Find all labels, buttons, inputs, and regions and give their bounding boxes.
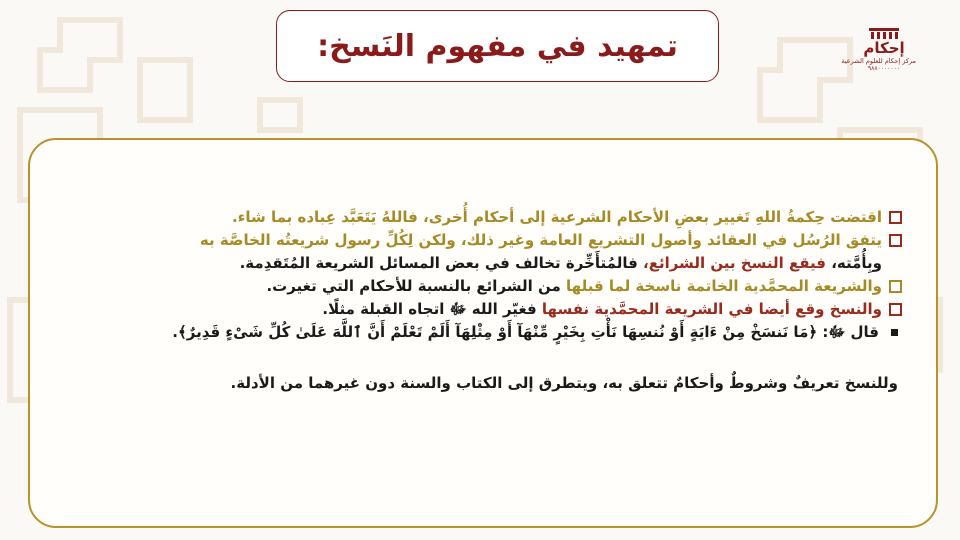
line-4-text (52, 298, 882, 321)
list-item (52, 275, 902, 298)
content-box (28, 138, 938, 528)
checkbox-bullet-icon (889, 303, 902, 316)
logo-name: إحكام (863, 39, 905, 57)
line-3-part-2: من الشرائع بالنسبة للأحكام التي تغيرت. (266, 277, 561, 295)
line-2-part-2: وبِأُمَّته، (825, 254, 882, 272)
logo-book-icon (867, 26, 901, 40)
line-5-text: قال ﷻ: ﴿مَا نَنسَخْ مِنْ ءَايَةٍ أَوْ نُنسِهَا نَأْتِ بِخَيْرٍ مِّنْهَآ أَوْ مِثْلِهَآ أَلَمْ تَعْلَمْ أَنَّ ٱللَّهَ عَلَىٰ كُلِّ شَىْءٍ قَدِيرٌ﴾. (172, 323, 879, 341)
logo-subtitle: مركز إحكام للعلوم الشرعية (841, 57, 916, 65)
line-3-text (52, 275, 882, 298)
line-3-part-1: والشريعة المحمَّدية الخاتمة ناسخة لما قبلها (560, 277, 882, 295)
list-item (52, 321, 902, 344)
line-2-part-4: فالمُتأَخِّرة تخالف في بعض المسائل الشريعة المُتَقدِمة. (239, 254, 638, 272)
line-1-text: اقتضت حِكمةُ اللهِ تَغيير بعضِ الأحكام الشرعية إلى أحكام أُخرى، فاللهُ يَتَعَبَّد عِباده بما شاء. (231, 208, 882, 226)
title-box (276, 10, 719, 82)
list-item (52, 206, 902, 229)
list-item (52, 298, 902, 321)
line-2-part-3: فيقع النسخ بين الشرائع، (637, 254, 826, 272)
checkbox-bullet-icon (889, 234, 902, 247)
logo-phone: ٩٨٨٠٠٠٠٠٠٠ (867, 65, 901, 72)
checkbox-bullet-icon (889, 280, 902, 293)
line-4-part-2: فغيّر الله ﷻ اتجاه القبلة مثلًا. (322, 300, 537, 318)
checkbox-bullet-icon (889, 211, 902, 224)
page-title: تمهيد في مفهوم النَسخ: (317, 28, 678, 64)
line-2-part-1: يتفق الرُسُل في العقائد وأصول التشريع العامة وغير ذلك، ولكن لِكُلِّ رسول شريعتُه الخاصَّة به (199, 231, 882, 249)
square-bullet-icon (891, 329, 898, 336)
footer-text: وللنسخ تعريفٌ وشروطٌ وأحكامٌ تتعلق به، ويتطرق إلى الكتاب والسنة دون غيرهما من الأدلة. (230, 374, 898, 392)
list-item (52, 229, 902, 275)
logo (841, 26, 916, 96)
line-4-part-1: والنسخ وقع أيضا في الشريعة المحمَّدية نفسها (536, 300, 882, 318)
line-2-text (52, 229, 882, 275)
content-lines (52, 206, 902, 395)
